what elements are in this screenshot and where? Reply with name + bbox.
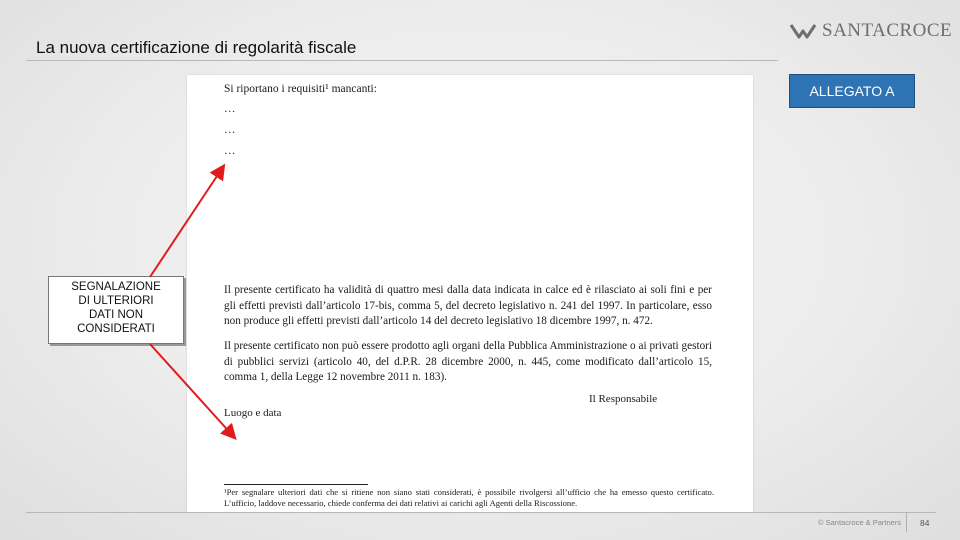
copyright-text: © Santacroce & Partners (818, 518, 902, 527)
place-date-label: Luogo e data (224, 407, 282, 419)
footer-separator (906, 512, 907, 532)
ellipsis-line-3: … (224, 145, 236, 157)
requirements-heading: Si riportano i requisiti¹ mancanti: (224, 83, 377, 95)
ellipsis-line-1: … (224, 103, 236, 115)
brand-name: SANTACROCE (822, 20, 953, 41)
validity-paragraph: Il presente certificato ha validità di quattro mesi dalla data indicata in calce ed è rilasciato ai soli fini e per gli effetti previsti dall’articolo 17-bis, comma 5, del decreto legislativo n. 241 del 1997. In particolare, esso non produce gli effetti previsti dall’articolo 14 del decreto legislativo 18 dicembre 1997, n. 472. (224, 284, 712, 327)
allegato-badge: ALLEGATO A (789, 74, 915, 108)
arrow-down (150, 344, 234, 437)
page-number: 84 (920, 518, 930, 528)
callout-line-4: CONSIDERATI (77, 323, 155, 335)
callout-line-2: DI ULTERIORI (78, 295, 154, 307)
callout-line-3: DATI NON (88, 309, 144, 321)
callout-line-1: SEGNALAZIONE (71, 281, 161, 293)
footnote: ¹Per segnalare ulteriori dati che si ritiene non siano stati considerati, è possibile rivolgersi all’ufficio che ha emesso questo certificato. L’ufficio, laddove necessario, chiede conferma dei dati relativi ai carichi agli Agenti della Riscossione. (224, 487, 714, 508)
slide-title: La nuova certificazione di regolarità fiscale (36, 38, 357, 57)
footer-divider (26, 512, 936, 513)
usage-paragraph: Il presente certificato non può essere prodotto agli organi della Pubblica Amministrazione o ai privati gestori di pubblici servizi (articolo 40, del d.P.R. 28 dicembre 2000, n. 445, come modificato dall’articolo 15, comma 1, della Legge 12 novembre 2011 n. 183). (224, 340, 712, 383)
ellipsis-line-2: … (224, 124, 236, 136)
signature-label: Il Responsabile (589, 393, 658, 405)
arrow-up (150, 167, 223, 277)
